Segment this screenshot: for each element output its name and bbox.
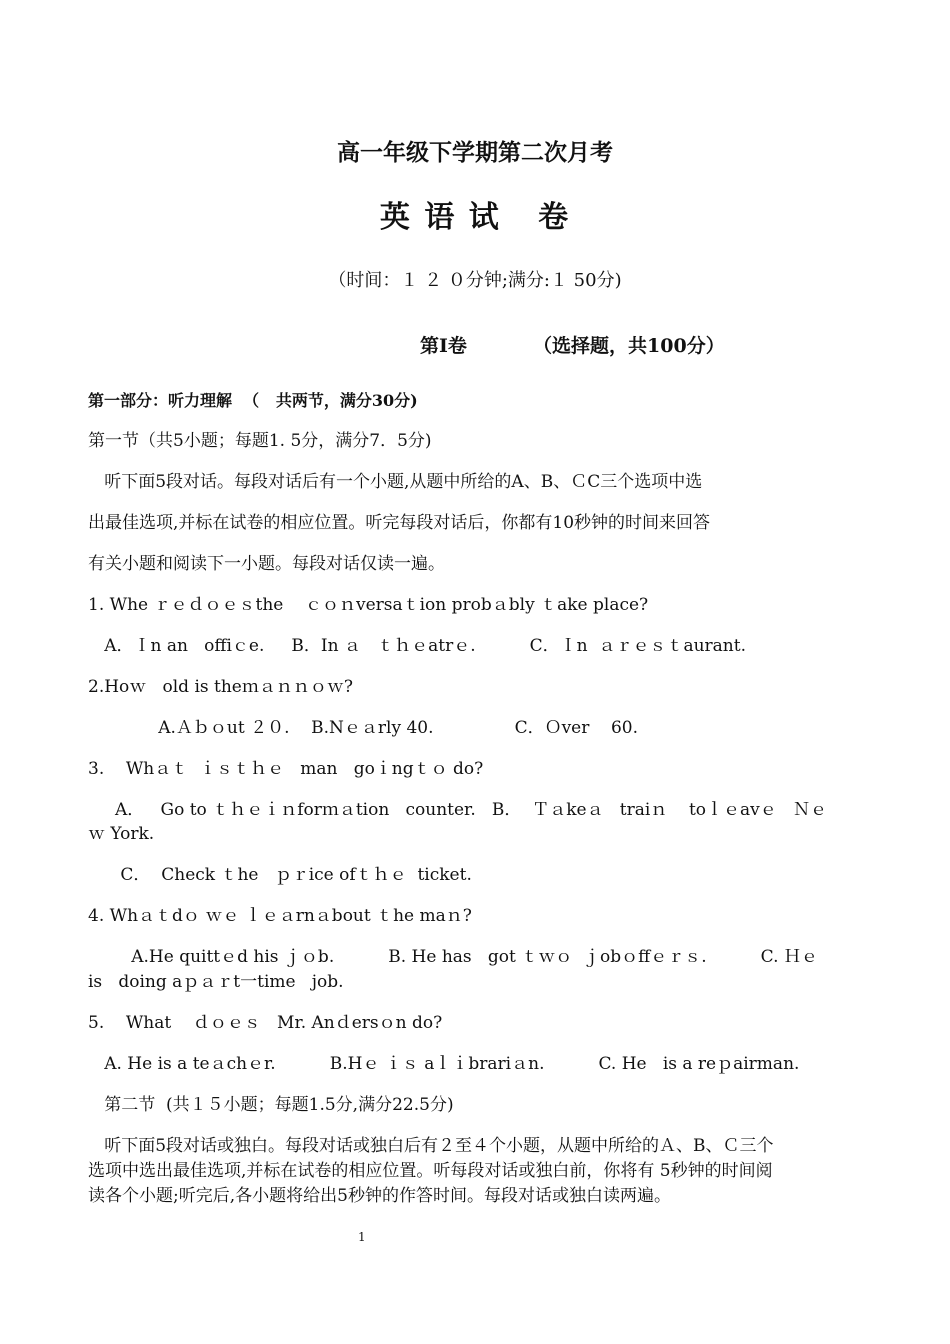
section1-instruction-line: 听下面5段对话。每段对话后有一个小题,从题中所给的A、B、ＣC三个选项中选 [88, 472, 703, 492]
section1-heading: 第一节（共5小题；每题1. 5分，满分7．5分) [88, 431, 432, 451]
question-1-stem: 1. Whe ｒｅｄｏｅｓthe ｃｏｎversaｔion probａbly ｔake place? [88, 595, 649, 615]
section1-instruction-line: 有关小题和阅读下一小题。每段对话仅读一遍。 [88, 554, 445, 574]
section1-instruction-line: 出最佳选项,并标在试卷的相应位置。听完每段对话后，你都有10秒钟的时间来回答 [88, 513, 711, 533]
volume-heading: 第Ⅰ卷 （选择题，共100分） [420, 335, 725, 357]
question-2-stem: 2.Hoｗ old is theｍａｎｎｏｗ? [88, 677, 353, 697]
section2-instruction-line: 选项中选出最佳选项,并标在试卷的相应位置。听每段对话或独白前，你将有 5秒钟的时间阅 [88, 1161, 773, 1181]
question-3-options-line: C． Check ｔhe ｐｒice ofｔｈｅ ticket. [88, 865, 472, 885]
question-2-options: A.Ａｂｏut ２０. B.Nｅａrly 40. C．Ｏver 60. [88, 718, 639, 738]
time-score-line: （时间：１ ２ ０分钟;满分:１ 50分) [328, 270, 622, 291]
question-3-options-line: ｗ York. [88, 824, 155, 844]
part1-heading: 第一部分：听力理解 （ 共两节，满分30分) [88, 391, 418, 410]
question-4-options-line: is doing aｐａｒt一time job. [88, 972, 344, 992]
page-number: 1 [358, 1230, 366, 1244]
question-5-options: A. He is a teａchｅr. B.Hｅ ｉｓ aｌｉbrariａn. C. He is a reｐairman. [88, 1054, 800, 1074]
section2-instruction-line: 听下面5段对话或独白。每段对话或独白后有２至４个小题，从题中所给的Ａ、B、Ｃ三个 [88, 1136, 774, 1156]
question-3-stem: 3. Whａｔ ｉｓｔｈｅ man goｉngｔｏ do? [88, 759, 484, 779]
question-4-stem: 4. Whａｔdｏ ｗｅ ｌｅａrnａbout ｔhe maｎ? [88, 906, 472, 926]
question-1-options: A．Ｉn an offiｃe. B．In ａ ｔｈｅatrｅ. C．Ｉn ａｒｅｓｔaurant. [88, 636, 746, 656]
question-4-options-line: A.He quittｅd his ｊｏb. B. He has got ｔｗｏ ｊobｏffｅｒｓ. C. Ｈｅ [88, 947, 818, 967]
subject-title: 英 语 试 卷 [379, 200, 571, 235]
question-5-stem: 5. What ｄｏｅｓ Mr. Anｄersｏn do? [88, 1013, 443, 1033]
question-3-options-line: A． Go to ｔｈｅｉｎforｍａtion counter. B． Ｔａkeａ traiｎ toｌｅavｅ Ｎｅ [88, 800, 827, 820]
section2-instruction-line: 读各个小题;听完后,各小题将给出5秒钟的作答时间。每段对话或独白读两遍。 [88, 1186, 671, 1206]
exam-title: 高一年级下学期第二次月考 [337, 139, 613, 166]
section2-heading: 第二节 (共１５小题；每题1.5分,满分22.5分) [88, 1095, 454, 1115]
